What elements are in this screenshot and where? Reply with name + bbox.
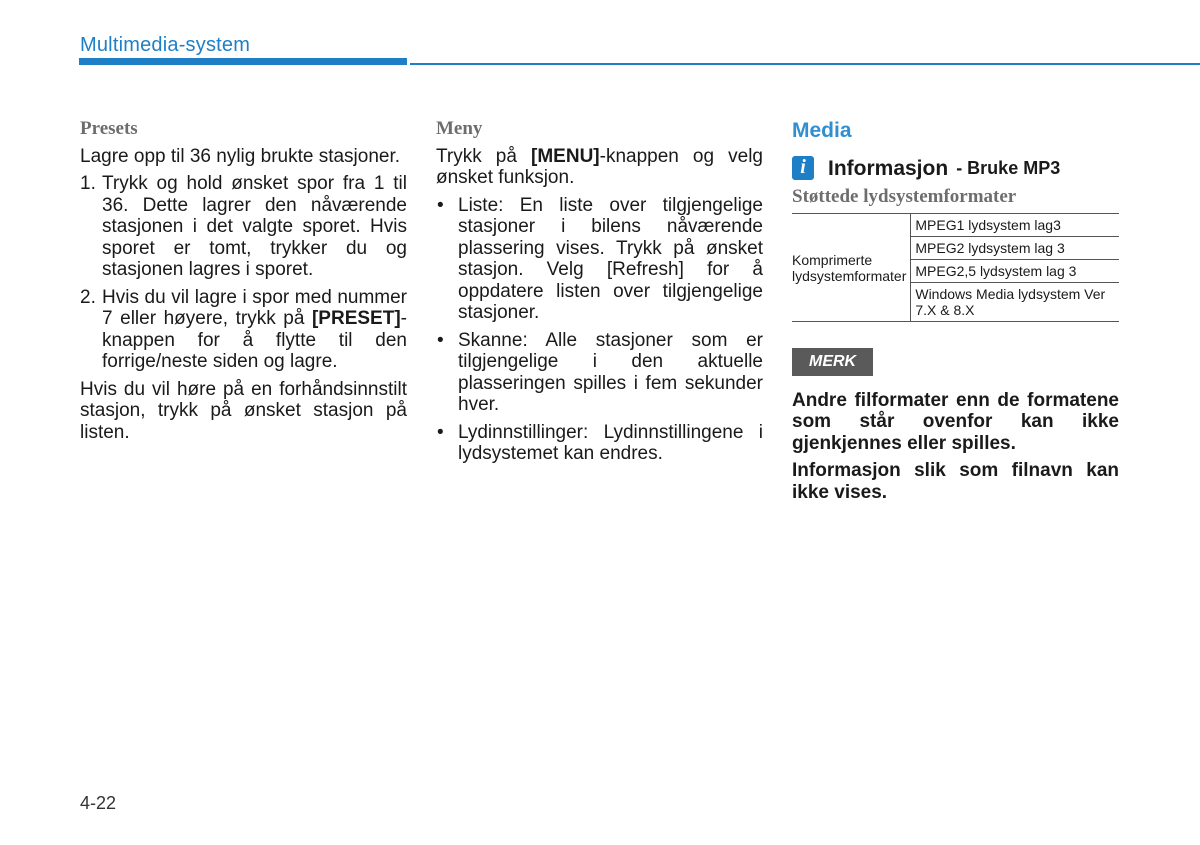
presets-steps	[80, 173, 407, 373]
bullet-text: Lydinnstillinger: Lydinnstillingene i lydsystemet kan endres.	[458, 421, 763, 464]
bullet-icon: •	[437, 329, 444, 351]
menu-intro-after: -knappen og velg ønsket funksjon.	[436, 145, 763, 188]
note-badge: MERK	[792, 348, 873, 376]
menu-intro	[436, 146, 763, 189]
format-cell: MPEG1 lydsystem lag3	[911, 214, 1119, 237]
menu-bullet-list	[436, 195, 763, 324]
menu-bullets	[436, 195, 763, 465]
formats-title: Støttede lydsystemformater	[792, 185, 1017, 207]
step-number: 1.	[80, 173, 96, 194]
format-cell: MPEG2,5 lydsystem lag 3	[911, 260, 1119, 283]
table-row	[792, 214, 1119, 237]
info-header	[792, 156, 1119, 180]
step-text-after: -knappen for å flytte til den forrige/neste siden og lagre.	[102, 308, 407, 372]
presets-intro: Lagre opp til 36 nylig brukte stasjoner.	[80, 145, 401, 167]
info-title: Informasjon	[828, 157, 949, 180]
format-cell: MPEG2 lydsystem lag 3	[911, 237, 1119, 260]
header-rule-thin	[410, 63, 1200, 65]
bullet-icon: •	[437, 194, 444, 216]
step-number: 2.	[80, 286, 96, 308]
menu-heading: Meny	[436, 118, 483, 139]
format-category: Komprimerte lydsystemformater	[792, 214, 911, 322]
presets-step-2	[80, 287, 407, 373]
menu-bullet-sound	[436, 422, 763, 465]
column-media	[792, 118, 1119, 509]
step-text: Trykk og hold ønsket spor fra 1 til 36. Dette lagrer den nåværende stasjonen i det valgte sporet. Hvis sporet er tomt, trykker du og stasjonen lagres i sporet.	[102, 173, 407, 280]
preset-button-label: [PRESET]	[311, 308, 401, 329]
menu-bullet-scan	[436, 330, 763, 416]
bullet-text: Liste: En liste over tilgjengelige stasjoner i bilens nåværende plassering vises. Trykk på ønsket stasjon. Velg [Refresh] for å oppdatere listen over tilgjengelige stasjoner.	[458, 194, 763, 323]
note-paragraph-1: Andre filformater enn de formatene som står ovenfor kan ikke gjenkjennes eller spilles.	[792, 389, 1119, 454]
formats-table	[792, 213, 1119, 322]
page-number: 4-22	[80, 793, 117, 813]
section-title: Multimedia-system	[80, 34, 251, 56]
menu-intro-before: Trykk på	[436, 145, 532, 167]
header-rule-thick	[79, 58, 407, 65]
menu-button-label: [MENU]	[531, 145, 600, 167]
presets-outro: Hvis du vil høre på en forhåndsinnstilt stasjon, trykk på ønsket stasjon på listen.	[80, 378, 407, 443]
bullet-text: Skanne: Alle stasjoner som er tilgjengelige i den aktuelle plasseringen spilles i fem sekunder hver.	[458, 329, 763, 415]
info-icon: i	[792, 156, 814, 180]
note-paragraph-2: Informasjon slik som filnavn kan ikke vises.	[792, 460, 1119, 503]
format-cell: Windows Media lydsystem Ver 7.X & 8.X	[911, 283, 1119, 322]
media-heading: Media	[792, 119, 852, 142]
column-presets	[80, 118, 407, 449]
presets-step-1	[80, 173, 407, 281]
column-menu	[436, 118, 763, 471]
step-text-before: Hvis du vil lagre i spor med nummer 7 eller høyere, trykk på	[102, 286, 407, 329]
bullet-icon: •	[437, 421, 444, 443]
presets-heading: Presets	[80, 118, 138, 139]
info-subtitle: - Bruke MP3	[956, 158, 1061, 178]
